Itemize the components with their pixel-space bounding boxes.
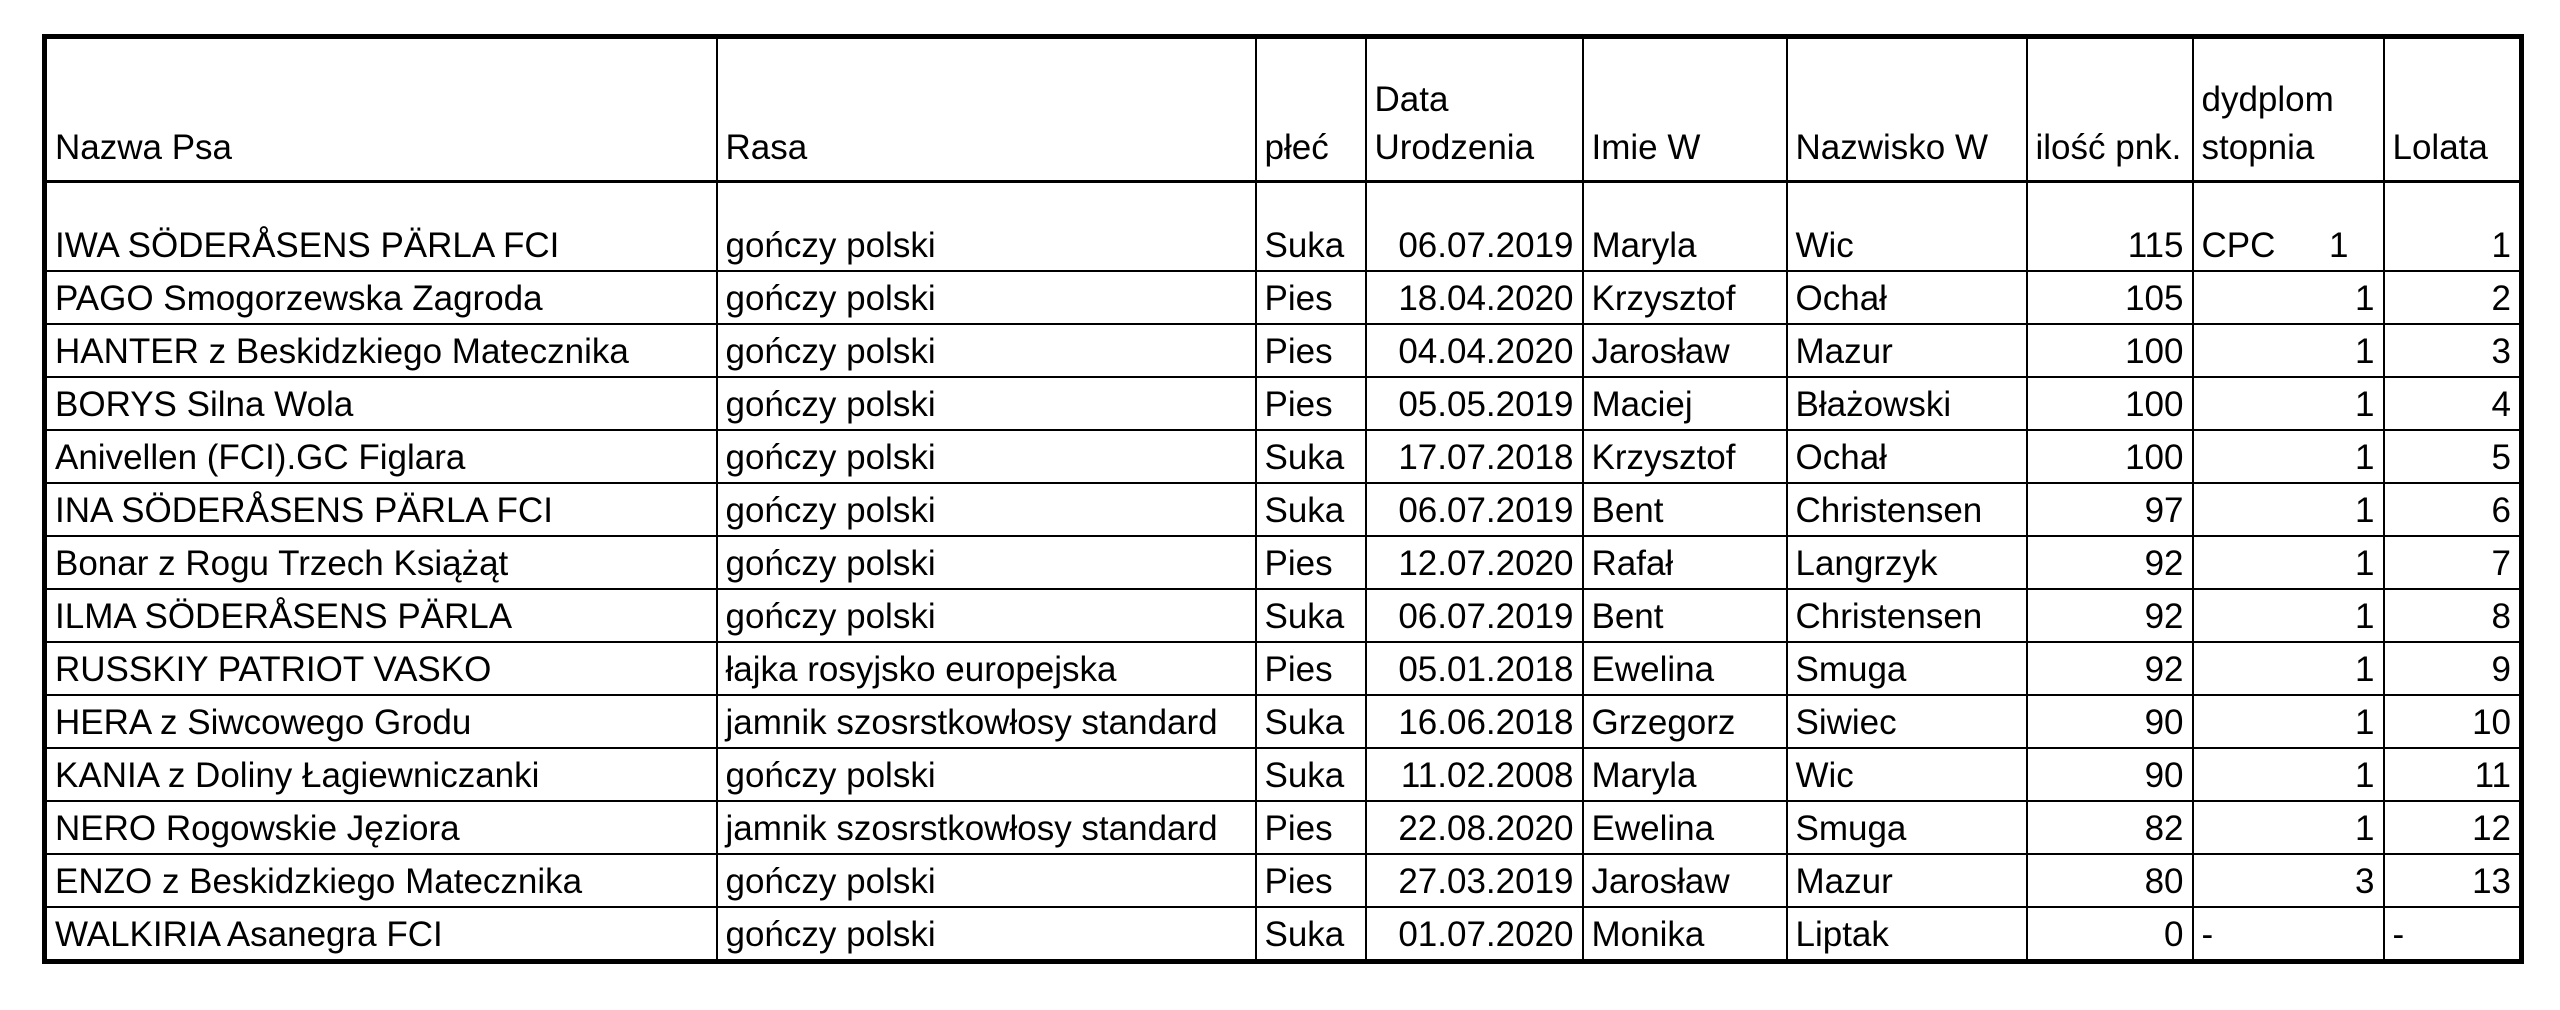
sex-cell: Pies <box>1256 801 1366 854</box>
birth-date-cell: 01.07.2020 <box>1366 907 1583 962</box>
table-row <box>45 271 2522 324</box>
dog-name-cell: Bonar z Rogu Trzech Książąt <box>45 536 717 589</box>
first-name-cell: Monika <box>1583 907 1787 962</box>
table-row <box>45 907 2522 962</box>
header-row <box>45 37 2522 182</box>
sex-cell: Pies <box>1256 324 1366 377</box>
sex-cell: Suka <box>1256 430 1366 483</box>
first-name-cell: Ewelina <box>1583 801 1787 854</box>
last-name-cell: Smuga <box>1787 801 2027 854</box>
breed-cell: jamnik szosrstkowłosy standard <box>717 695 1256 748</box>
first-name-cell: Krzysztof <box>1583 271 1787 324</box>
diploma-value: 3 <box>2355 862 2375 901</box>
diploma-cell <box>2193 642 2384 695</box>
last-name-cell: Smuga <box>1787 642 2027 695</box>
diploma-prefix: - <box>2201 915 2214 954</box>
table-row <box>45 589 2522 642</box>
breed-cell: gończy polski <box>717 748 1256 801</box>
birth-date-cell: 11.02.2008 <box>1366 748 1583 801</box>
last-name-cell: Langrzyk <box>1787 536 2027 589</box>
header-diploma: dydplom stopnia <box>2193 37 2384 182</box>
first-name-cell: Maryla <box>1583 748 1787 801</box>
points-cell: 92 <box>2027 536 2193 589</box>
lolata-cell: - <box>2384 907 2522 962</box>
sex-cell: Pies <box>1256 854 1366 907</box>
lolata-cell: 4 <box>2384 377 2522 430</box>
sex-cell: Pies <box>1256 536 1366 589</box>
last-name-cell: Wic <box>1787 182 2027 272</box>
dog-name-cell: INA SÖDERÅSENS PÄRLA FCI <box>45 483 717 536</box>
header-points: ilość pnk. <box>2027 37 2193 182</box>
breed-cell: gończy polski <box>717 483 1256 536</box>
diploma-cell <box>2193 589 2384 642</box>
points-cell: 105 <box>2027 271 2193 324</box>
points-cell: 97 <box>2027 483 2193 536</box>
last-name-cell: Błażowski <box>1787 377 2027 430</box>
breed-cell: gończy polski <box>717 907 1256 962</box>
diploma-value: 1 <box>2355 279 2375 318</box>
lolata-cell: 12 <box>2384 801 2522 854</box>
diploma-cell <box>2193 271 2384 324</box>
breed-cell: jamnik szosrstkowłosy standard <box>717 801 1256 854</box>
breed-cell: gończy polski <box>717 430 1256 483</box>
diploma-value: 1 <box>2355 385 2375 424</box>
first-name-cell: Ewelina <box>1583 642 1787 695</box>
diploma-cell <box>2193 483 2384 536</box>
breed-cell: gończy polski <box>717 271 1256 324</box>
sex-cell: Pies <box>1256 271 1366 324</box>
lolata-cell: 5 <box>2384 430 2522 483</box>
points-cell: 80 <box>2027 854 2193 907</box>
sex-cell: Suka <box>1256 483 1366 536</box>
dog-name-cell: ILMA SÖDERÅSENS PÄRLA <box>45 589 717 642</box>
sex-cell: Pies <box>1256 642 1366 695</box>
diploma-value: 1 <box>2355 650 2375 689</box>
lolata-cell: 1 <box>2384 182 2522 272</box>
breed-cell: gończy polski <box>717 536 1256 589</box>
diploma-cell <box>2193 907 2384 962</box>
header-birth-date: Data Urodzenia <box>1366 37 1583 182</box>
diploma-cell <box>2193 324 2384 377</box>
dog-name-cell: HERA z Siwcowego Grodu <box>45 695 717 748</box>
sex-cell: Suka <box>1256 748 1366 801</box>
diploma-value: 1 <box>2355 332 2375 371</box>
points-cell: 100 <box>2027 324 2193 377</box>
birth-date-cell: 06.07.2019 <box>1366 182 1583 272</box>
first-name-cell: Rafał <box>1583 536 1787 589</box>
diploma-cell <box>2193 377 2384 430</box>
birth-date-cell: 27.03.2019 <box>1366 854 1583 907</box>
lolata-cell: 13 <box>2384 854 2522 907</box>
header-first-name: Imie W <box>1583 37 1787 182</box>
first-name-cell: Krzysztof <box>1583 430 1787 483</box>
dog-name-cell: RUSSKIY PATRIOT VASKO <box>45 642 717 695</box>
sex-cell: Suka <box>1256 695 1366 748</box>
first-name-cell: Bent <box>1583 483 1787 536</box>
diploma-value: 1 <box>2355 809 2375 848</box>
diploma-value: 1 <box>2355 438 2375 477</box>
birth-date-cell: 05.05.2019 <box>1366 377 1583 430</box>
first-name-cell: Maciej <box>1583 377 1787 430</box>
birth-date-cell: 04.04.2020 <box>1366 324 1583 377</box>
table-row <box>45 748 2522 801</box>
header-lolata: Lolata <box>2384 37 2522 182</box>
results-table <box>42 34 2524 964</box>
first-name-cell: Maryla <box>1583 182 1787 272</box>
points-cell: 90 <box>2027 695 2193 748</box>
header-last-name: Nazwisko W <box>1787 37 2027 182</box>
dog-name-cell: PAGO Smogorzewska Zagroda <box>45 271 717 324</box>
points-cell: 100 <box>2027 377 2193 430</box>
breed-cell: łajka rosyjsko europejska <box>717 642 1256 695</box>
lolata-cell: 11 <box>2384 748 2522 801</box>
points-cell: 92 <box>2027 589 2193 642</box>
table-row <box>45 854 2522 907</box>
last-name-cell: Christensen <box>1787 589 2027 642</box>
last-name-cell: Mazur <box>1787 324 2027 377</box>
lolata-cell: 9 <box>2384 642 2522 695</box>
dog-name-cell: Anivellen (FCI).GC Figlara <box>45 430 717 483</box>
header-breed: Rasa <box>717 37 1256 182</box>
first-name-cell: Jarosław <box>1583 854 1787 907</box>
last-name-cell: Christensen <box>1787 483 2027 536</box>
diploma-prefix: CPC <box>2201 226 2276 265</box>
header-sex: płeć <box>1256 37 1366 182</box>
points-cell: 92 <box>2027 642 2193 695</box>
breed-cell: gończy polski <box>717 589 1256 642</box>
lolata-cell: 2 <box>2384 271 2522 324</box>
diploma-cell <box>2193 182 2384 272</box>
table-row <box>45 483 2522 536</box>
birth-date-cell: 17.07.2018 <box>1366 430 1583 483</box>
table-row <box>45 430 2522 483</box>
table-row <box>45 642 2522 695</box>
last-name-cell: Wic <box>1787 748 2027 801</box>
breed-cell: gończy polski <box>717 377 1256 430</box>
birth-date-cell: 18.04.2020 <box>1366 271 1583 324</box>
birth-date-cell: 12.07.2020 <box>1366 536 1583 589</box>
diploma-cell <box>2193 801 2384 854</box>
lolata-cell: 6 <box>2384 483 2522 536</box>
lolata-cell: 10 <box>2384 695 2522 748</box>
lolata-cell: 7 <box>2384 536 2522 589</box>
dog-name-cell: BORYS Silna Wola <box>45 377 717 430</box>
birth-date-cell: 06.07.2019 <box>1366 589 1583 642</box>
table-row <box>45 801 2522 854</box>
birth-date-cell: 22.08.2020 <box>1366 801 1583 854</box>
dog-name-cell: WALKIRIA Asanegra FCI <box>45 907 717 962</box>
sex-cell: Suka <box>1256 589 1366 642</box>
diploma-value: 1 <box>2355 491 2375 530</box>
lolata-cell: 3 <box>2384 324 2522 377</box>
breed-cell: gończy polski <box>717 324 1256 377</box>
first-name-cell: Grzegorz <box>1583 695 1787 748</box>
lolata-cell: 8 <box>2384 589 2522 642</box>
breed-cell: gończy polski <box>717 854 1256 907</box>
diploma-cell <box>2193 854 2384 907</box>
diploma-value: 1 <box>2355 544 2375 583</box>
points-cell: 90 <box>2027 748 2193 801</box>
first-name-cell: Jarosław <box>1583 324 1787 377</box>
points-cell: 82 <box>2027 801 2193 854</box>
first-name-cell: Bent <box>1583 589 1787 642</box>
diploma-cell <box>2193 695 2384 748</box>
table-row <box>45 536 2522 589</box>
sex-cell: Pies <box>1256 377 1366 430</box>
birth-date-cell: 05.01.2018 <box>1366 642 1583 695</box>
table-row <box>45 695 2522 748</box>
header-name: Nazwa Psa <box>45 37 717 182</box>
points-cell: 115 <box>2027 182 2193 272</box>
diploma-value: 1 <box>2355 597 2375 636</box>
sex-cell: Suka <box>1256 182 1366 272</box>
dog-name-cell: IWA SÖDERÅSENS PÄRLA FCI <box>45 182 717 272</box>
diploma-value: 1 <box>2355 703 2375 742</box>
birth-date-cell: 06.07.2019 <box>1366 483 1583 536</box>
dog-name-cell: KANIA z Doliny Łagiewniczanki <box>45 748 717 801</box>
table-row <box>45 324 2522 377</box>
diploma-value: 1 <box>2329 226 2349 265</box>
dog-name-cell: NERO Rogowskie Jęziora <box>45 801 717 854</box>
table-row <box>45 377 2522 430</box>
diploma-cell <box>2193 430 2384 483</box>
dog-name-cell: ENZO z Beskidzkiego Matecznika <box>45 854 717 907</box>
diploma-cell <box>2193 536 2384 589</box>
points-cell: 100 <box>2027 430 2193 483</box>
last-name-cell: Ochał <box>1787 430 2027 483</box>
diploma-cell <box>2193 748 2384 801</box>
last-name-cell: Liptak <box>1787 907 2027 962</box>
last-name-cell: Ochał <box>1787 271 2027 324</box>
dog-name-cell: HANTER z Beskidzkiego Matecznika <box>45 324 717 377</box>
breed-cell: gończy polski <box>717 182 1256 272</box>
diploma-value: 1 <box>2355 756 2375 795</box>
sex-cell: Suka <box>1256 907 1366 962</box>
last-name-cell: Siwiec <box>1787 695 2027 748</box>
points-cell: 0 <box>2027 907 2193 962</box>
birth-date-cell: 16.06.2018 <box>1366 695 1583 748</box>
table-row <box>45 182 2522 272</box>
last-name-cell: Mazur <box>1787 854 2027 907</box>
